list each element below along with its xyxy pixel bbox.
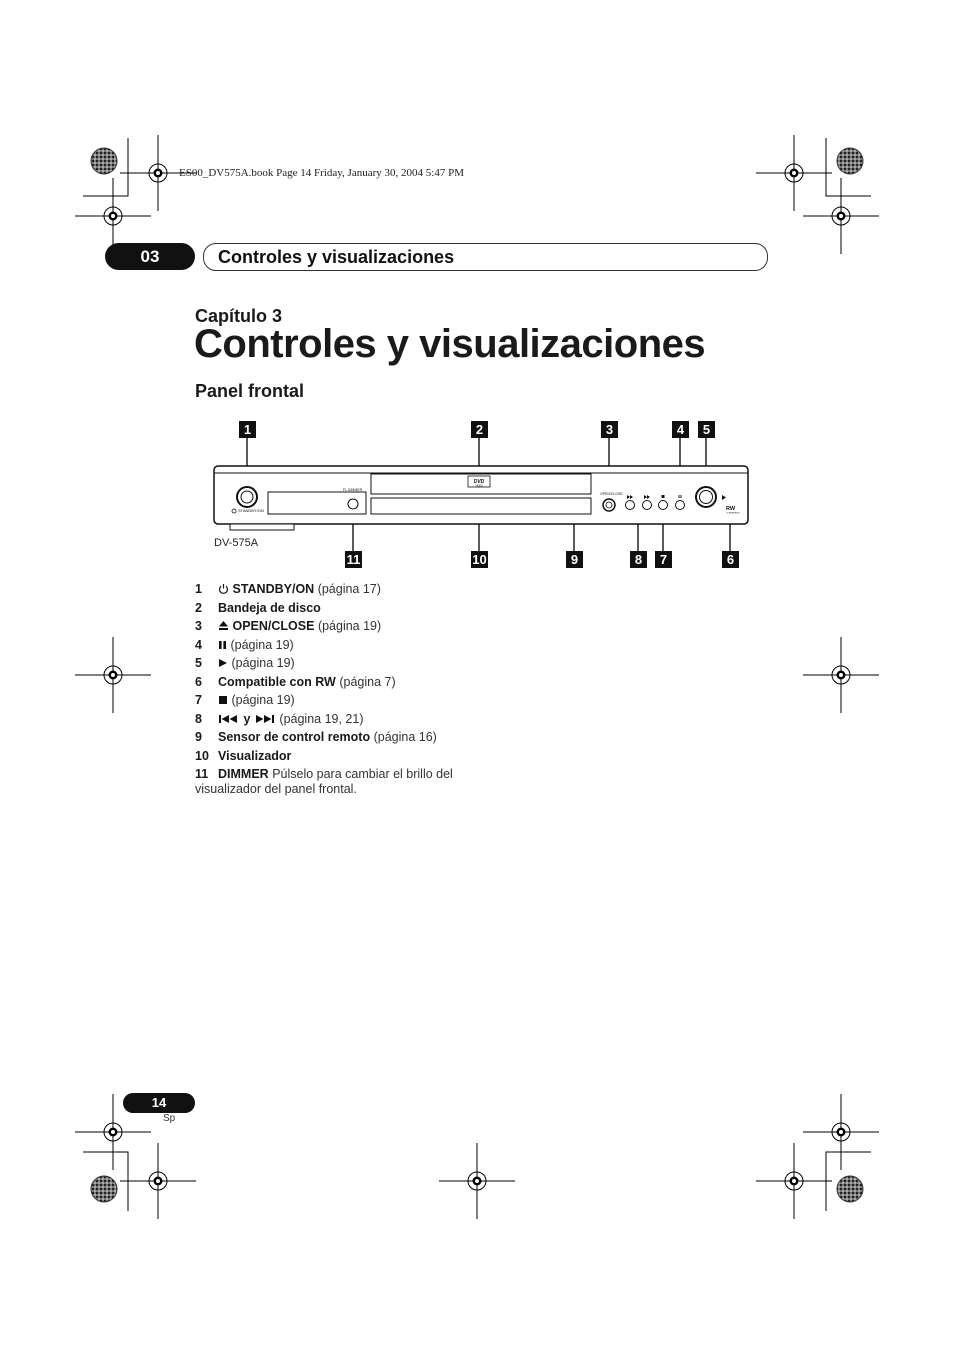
callout-badge-8: 8: [630, 551, 647, 568]
crosshair-mark: [75, 637, 151, 713]
model-label: DV-575A: [214, 537, 259, 549]
crosshair-mark: [439, 1143, 515, 1219]
list-item: 1 STANDBY/ON (página 17): [195, 582, 381, 596]
list-item: 8 y (página 19, 21): [195, 711, 364, 726]
rw-logo: RW: [726, 506, 736, 512]
list-item: 2 Bandeja de disco: [195, 600, 321, 615]
starburst-mark: [837, 148, 863, 174]
starburst-mark: [91, 148, 117, 174]
list-item: 7 (página 19): [195, 693, 295, 707]
page-number-badge: 14: [123, 1093, 195, 1113]
crosshair-mark: [120, 1143, 196, 1219]
list-item: 6 Compatible con RW (página 7): [195, 674, 396, 689]
svg-text:COMPATIBLE: COMPATIBLE: [726, 512, 740, 515]
svg-text:VIDEO: VIDEO: [475, 484, 483, 488]
skip-back-icon: [218, 714, 240, 724]
display-panel: [371, 498, 591, 514]
power-icon: [218, 583, 229, 594]
chapter-header-title: Controles y visualizaciones: [218, 247, 455, 267]
stop-icon: [662, 495, 665, 498]
standby-button: [237, 487, 257, 507]
skip-forward-icon: [254, 714, 276, 724]
starburst-mark: [837, 1176, 863, 1202]
starburst-mark: [91, 1176, 117, 1202]
language-code: Sp: [163, 1113, 176, 1124]
chapter-label: Capítulo 3: [195, 306, 283, 326]
callout-badge-11: 11: [346, 552, 361, 567]
print-info-line: ES00_DV575A.book Page 14 Friday, January 30, 2004 5:47 PM: [179, 167, 464, 179]
pause-icon: [679, 495, 680, 498]
panel-label-dimmer: FL DIMMER: [343, 488, 363, 492]
crosshair-mark: [803, 178, 879, 254]
list-item: 5 (página 19): [195, 656, 295, 670]
section-heading: Panel frontal: [195, 381, 305, 401]
prev-button: [626, 501, 635, 510]
crosshair-mark: [803, 637, 879, 713]
callout-badge-6: 6: [722, 551, 739, 568]
callout-badge-2: 2: [471, 421, 488, 438]
callout-badge-3: 3: [601, 421, 618, 438]
list-item: 11 DIMMER Púlselo para cambiar el brillo del visualizador del panel frontal.: [195, 767, 453, 796]
crosshair-mark: [756, 1143, 832, 1219]
callout-badge-10: 10: [472, 552, 487, 567]
callout-badge-5: 5: [698, 421, 715, 438]
crosshair-mark: [756, 135, 832, 211]
play-icon: [218, 658, 228, 668]
list-item: 3 OPEN/CLOSE (página 19): [195, 619, 382, 633]
chapter-number-badge: 03: [105, 243, 195, 270]
crosshair-mark: [803, 1094, 879, 1170]
pause-button: [676, 501, 685, 510]
callout-badge-9: 9: [566, 551, 583, 568]
next-button: [643, 501, 652, 510]
svg-text:DVD: DVD: [473, 479, 485, 485]
control-list: [195, 580, 495, 797]
list-item: 9 Sensor de control remoto (página 16): [195, 730, 437, 744]
pause-icon: [218, 640, 227, 650]
page-title: Controles y visualizaciones: [194, 322, 706, 366]
eject-icon: [218, 620, 229, 631]
callout-badge-4: 4: [672, 421, 689, 438]
callout-badge-1: 1: [239, 421, 256, 438]
player-foot: [230, 524, 294, 530]
dimmer-button: [348, 499, 358, 509]
open-close-button: [603, 499, 615, 511]
chapter-header-bar: [203, 243, 768, 271]
panel-label-open-close: OPEN/CLOSE: [600, 492, 623, 496]
stop-icon: [218, 695, 228, 705]
stop-button: [659, 501, 668, 510]
panel-label-standby: STANDBY/ON: [238, 508, 264, 513]
callout-badge-7: 7: [655, 551, 672, 568]
list-item: 10 Visualizador: [195, 748, 292, 763]
list-item: 4 (página 19): [195, 637, 294, 652]
